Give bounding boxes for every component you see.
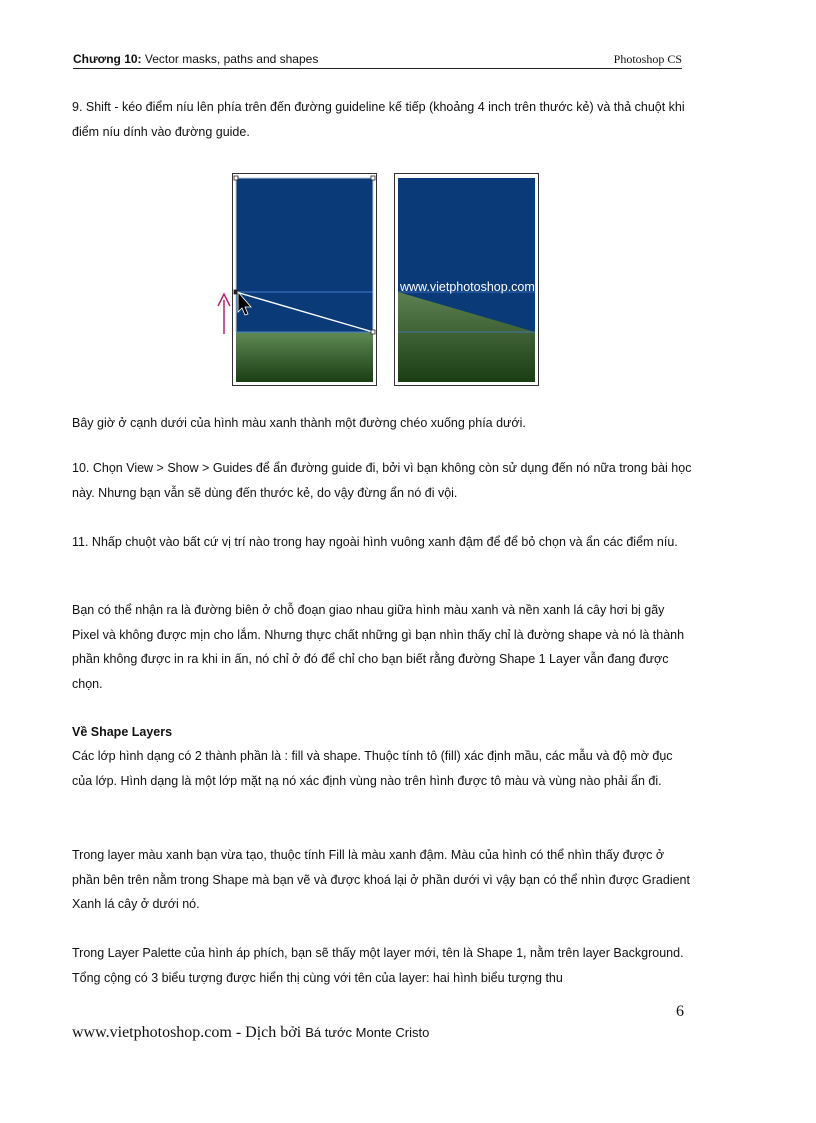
paragraph-layer-palette: Trong Layer Palette của hình áp phích, bạn sẽ thấy một layer mới, tên là Shape 1, nằm trên layer Background. Tổng cộng có 3 biểu tượng được hiển thị cùng với tên của layer: hai hình biểu tượng thu — [72, 946, 684, 985]
paragraph-fill-color: Trong layer màu xanh bạn vừa tạo, thuộc tính Fill là màu xanh đậm. Màu của hình có thể nhìn thấy được ở phần bên trên nằm trong Shape mà bạn vẽ và được khoá lại ở phần dưới vì vậy bạn có thể nhìn được Gradient Xanh lá cây ở dưới nó. — [72, 848, 690, 911]
paragraph-edge-note: Bạn có thể nhận ra là đường biên ở chỗ đoạn giao nhau giữa hình màu xanh và nền xanh lá cây hơi bị gãy Pixel và không được mịn cho lắm. Nhưng thực chất những gì bạn nhìn thấy chỉ là đường shape và nó là thành phần không được in ra khi in ấn, nó chỉ ở đó để chỉ cho bạn biết rằng đường Shape 1 Layer vẫn đang được chọn. — [72, 603, 685, 691]
chapter-heading — [73, 52, 318, 66]
product-name: Photoshop CS — [613, 52, 682, 66]
chapter-title: Vector masks, paths and shapes — [141, 52, 319, 66]
page-number: 6 — [676, 1003, 684, 1020]
footer-site-link[interactable]: www.vietphotoshop.com — [72, 1024, 232, 1041]
footer-translated-by: - Dịch bởi — [231, 1024, 306, 1041]
chapter-label: Chương 10: — [73, 52, 142, 66]
up-arrow-icon — [218, 294, 230, 334]
paragraph-step-10: 10. Chọn View > Show > Guides để ẩn đường guide đi, bởi vì bạn không còn sử dụng đến nó nữa trong bài học này. Nhưng bạn vẫn sẽ dùng đến thước kẻ, do vậy đừng ẩn nó đi vội. — [72, 461, 692, 500]
after-panel — [395, 174, 539, 386]
before-panel — [218, 174, 377, 386]
watermark-text: www.vietphotoshop.com — [400, 280, 535, 294]
paragraph-diagonal-edge: Bây giờ ở cạnh dưới của hình màu xanh thành một đường chéo xuống phía dưới. — [72, 416, 526, 430]
page-header — [73, 52, 682, 69]
figure-illustration — [212, 170, 547, 390]
paragraph-shape-layer-parts: Các lớp hình dạng có 2 thành phần là : fill và shape. Thuộc tính tô (fill) xác định mầu, các mẫu và độ mờ đục của lớp. Hình dạng là một lớp mặt nạ nó xác định vùng nào trên hình được tô màu và vùng nào phải ẩn đi. — [72, 749, 673, 788]
footer-author: Bá tước Monte Cristo — [305, 1025, 430, 1040]
figure-shape-editing — [212, 170, 547, 390]
section-heading-shape-layers: Về Shape Layers — [72, 725, 173, 739]
paragraph-step-11: 11. Nhấp chuột vào bất cứ vị trí nào trong hay ngoài hình vuông xanh đậm để để bỏ chọn và ẩn các điểm níu. — [72, 535, 678, 549]
page-footer — [72, 1024, 429, 1042]
paragraph-step-9: 9. Shift - kéo điểm níu lên phía trên đến đường guideline kế tiếp (khoảng 4 inch trên thước kẻ) và thả chuột khi điểm níu dính vào đường guide. — [72, 100, 685, 139]
